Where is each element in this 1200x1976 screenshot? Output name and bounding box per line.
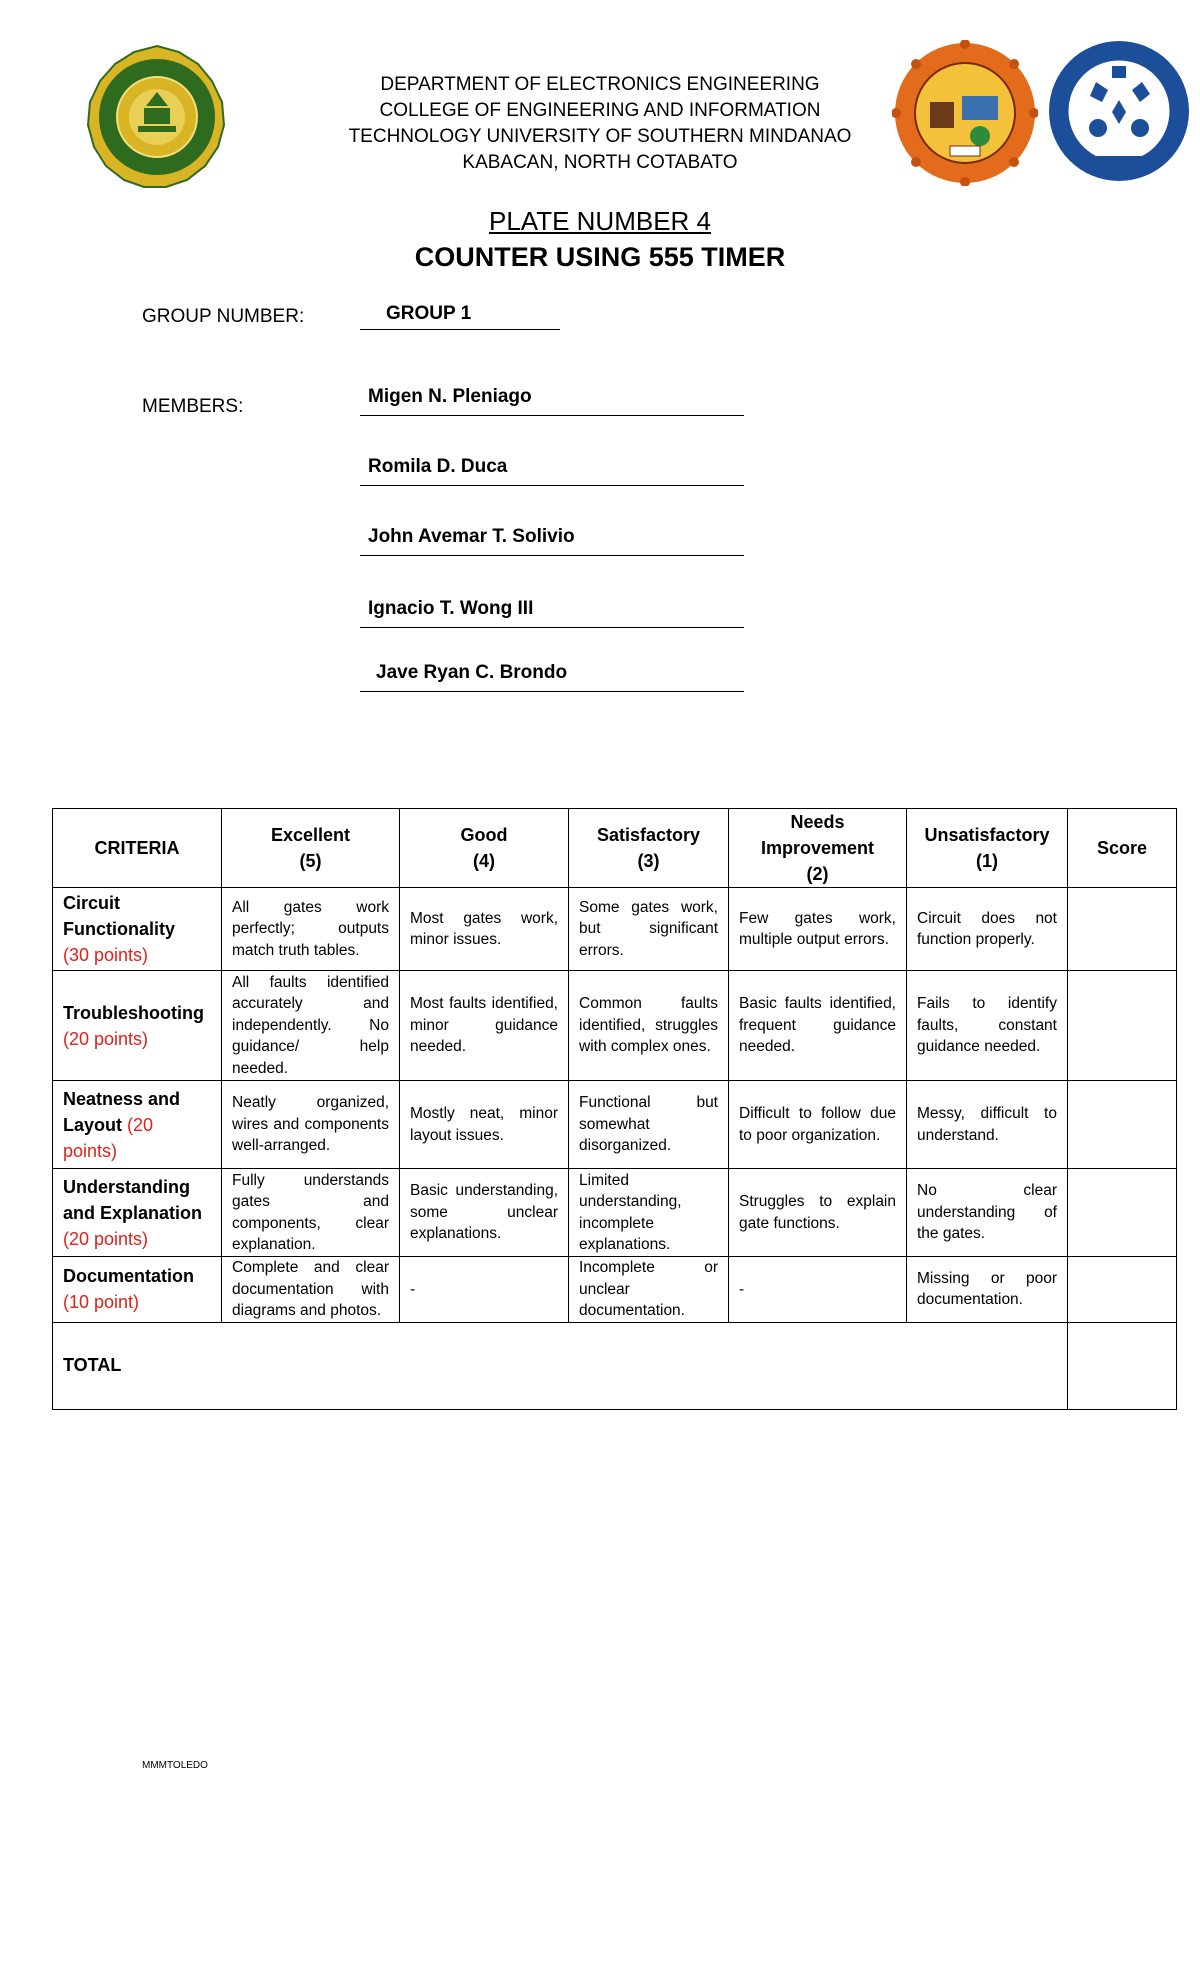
institution-header bbox=[250, 72, 950, 176]
total-label: TOTAL bbox=[53, 1322, 1068, 1409]
good-cell: Mostly neat, minor layout issues. bbox=[400, 1081, 569, 1169]
member-name: John Avemar T. Solivio bbox=[360, 526, 744, 556]
criterion-cell: Documentation (10 point) bbox=[53, 1257, 222, 1323]
member-name: Romila D. Duca bbox=[360, 456, 744, 486]
criterion-cell: Troubleshooting (20 points) bbox=[53, 971, 222, 1081]
good-cell: Most faults identified, minor guidance needed. bbox=[400, 971, 569, 1081]
rubric-row bbox=[53, 1169, 1177, 1257]
criterion-cell: Circuit Functionality (30 points) bbox=[53, 888, 222, 971]
excellent-cell: All gates work perfectly; outputs match truth tables. bbox=[222, 888, 400, 971]
group-number-label: GROUP NUMBER: bbox=[142, 306, 305, 327]
member-name: Migen N. Pleniago bbox=[360, 386, 744, 416]
good-header: Good (4) bbox=[400, 809, 569, 888]
footer-author: MMMTOLEDO bbox=[142, 1760, 208, 1771]
score-header: Score bbox=[1068, 809, 1177, 888]
excellent-header: Excellent (5) bbox=[222, 809, 400, 888]
satisfactory-cell: Incomplete or unclear documentation. bbox=[569, 1257, 729, 1323]
satisfactory-cell: Limited understanding, incomplete explanations. bbox=[569, 1169, 729, 1257]
college-seal-logo bbox=[892, 40, 1038, 186]
good-cell: - bbox=[400, 1257, 569, 1323]
group-number-value: GROUP 1 bbox=[360, 303, 560, 330]
score-cell[interactable] bbox=[1068, 1257, 1177, 1323]
department-seal-logo bbox=[1046, 38, 1192, 184]
header-line-college: COLLEGE OF ENGINEERING AND INFORMATION bbox=[379, 100, 821, 121]
total-score-cell[interactable] bbox=[1068, 1322, 1177, 1409]
satisfactory-header: Satisfactory (3) bbox=[569, 809, 729, 888]
good-cell: Basic understanding, some unclear explanations. bbox=[400, 1169, 569, 1257]
plate-title: COUNTER USING 555 TIMER bbox=[414, 242, 786, 272]
rubric-row bbox=[53, 888, 1177, 971]
score-cell[interactable] bbox=[1068, 1169, 1177, 1257]
rubric-row bbox=[53, 1081, 1177, 1169]
unsatisfactory-cell: Fails to identify faults, constant guidance needed. bbox=[907, 971, 1068, 1081]
score-cell[interactable] bbox=[1068, 971, 1177, 1081]
needs-improvement-cell: - bbox=[729, 1257, 907, 1323]
total-row bbox=[53, 1322, 1177, 1409]
needs-improvement-cell: Difficult to follow due to poor organization. bbox=[729, 1081, 907, 1169]
score-cell[interactable] bbox=[1068, 1081, 1177, 1169]
unsatisfactory-cell: Missing or poor documentation. bbox=[907, 1257, 1068, 1323]
header-line-department: DEPARTMENT OF ELECTRONICS ENGINEERING bbox=[380, 74, 820, 95]
usm-seal-logo bbox=[84, 44, 230, 190]
unsatisfactory-header: Unsatisfactory (1) bbox=[907, 809, 1068, 888]
unsatisfactory-cell: Messy, difficult to understand. bbox=[907, 1081, 1068, 1169]
needs-improvement-cell: Few gates work, multiple output errors. bbox=[729, 888, 907, 971]
plate-number: PLATE NUMBER 4 bbox=[488, 206, 711, 236]
rubric-header-row bbox=[53, 809, 1177, 888]
needs-improvement-cell: Basic faults identified, frequent guidance needed. bbox=[729, 971, 907, 1081]
excellent-cell: Fully understands gates and components, clear explanation. bbox=[222, 1169, 400, 1257]
member-name: Jave Ryan C. Brondo bbox=[360, 662, 744, 692]
needs-improvement-header: Needs Improvement (2) bbox=[729, 809, 907, 888]
unsatisfactory-cell: No clear understanding of the gates. bbox=[907, 1169, 1068, 1257]
member-name: Ignacio T. Wong III bbox=[360, 598, 744, 628]
satisfactory-cell: Functional but somewhat disorganized. bbox=[569, 1081, 729, 1169]
rubric-row bbox=[53, 1257, 1177, 1323]
good-cell: Most gates work, minor issues. bbox=[400, 888, 569, 971]
rubric-row bbox=[53, 971, 1177, 1081]
criteria-header: CRITERIA bbox=[53, 809, 222, 888]
criterion-cell: Neatness and Layout (20 points) bbox=[53, 1081, 222, 1169]
score-cell[interactable] bbox=[1068, 888, 1177, 971]
header-line-university: TECHNOLOGY UNIVERSITY OF SOUTHERN MINDANAO bbox=[348, 126, 852, 147]
criterion-cell: Understanding and Explanation (20 points) bbox=[53, 1169, 222, 1257]
satisfactory-cell: Common faults identified, struggles with complex ones. bbox=[569, 971, 729, 1081]
unsatisfactory-cell: Circuit does not function properly. bbox=[907, 888, 1068, 971]
excellent-cell: All faults identified accurately and independently. No guidance/ help needed. bbox=[222, 971, 400, 1081]
excellent-cell: Neatly organized, wires and components well-arranged. bbox=[222, 1081, 400, 1169]
excellent-cell: Complete and clear documentation with diagrams and photos. bbox=[222, 1257, 400, 1323]
rubric-table bbox=[52, 808, 1177, 1410]
satisfactory-cell: Some gates work, but significant errors. bbox=[569, 888, 729, 971]
header-line-location: KABACAN, NORTH COTABATO bbox=[462, 152, 738, 173]
needs-improvement-cell: Struggles to explain gate functions. bbox=[729, 1169, 907, 1257]
members-label: MEMBERS: bbox=[142, 396, 244, 417]
